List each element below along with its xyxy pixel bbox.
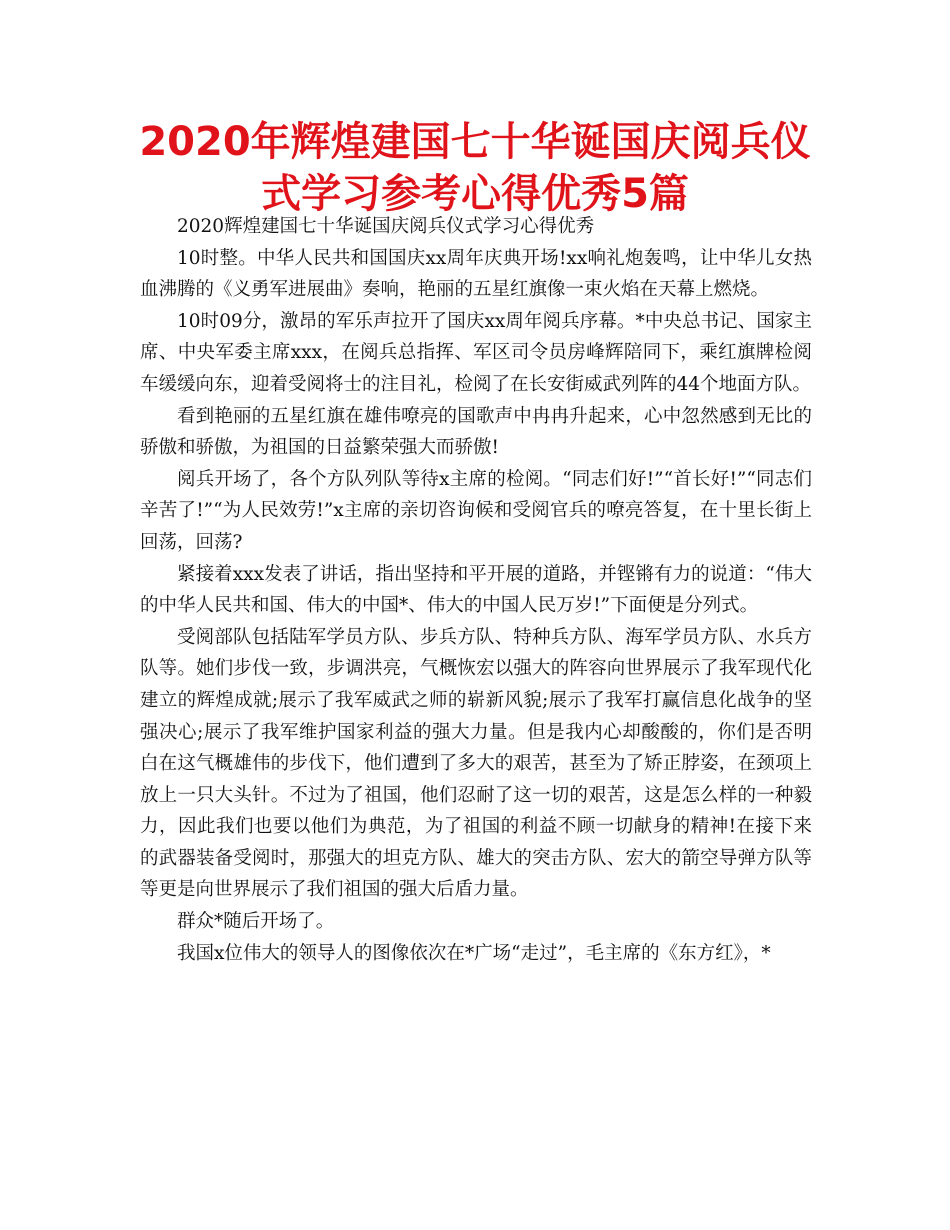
paragraph: 看到艳丽的五星红旗在雄伟嘹亮的国歌声中冉冉升起来，心中忽然感到无比的骄傲和骄傲，为祖国的日益繁荣强大而骄傲! bbox=[140, 405, 812, 459]
paragraph: 群众*随后开场了。 bbox=[177, 911, 335, 933]
paragraph: 10时09分，激昂的军乐声拉开了国庆xx周年阅兵序幕。*中央总书记、国家主席、中央军委主席xxx，在阅兵总指挥、军区司令员房峰辉陪同下，乘红旗牌检阅车缓缓向东，迎着受阅将士的注目礼，检阅了在长安街威武列阵的44个地面方队。 bbox=[140, 310, 812, 395]
document-body bbox=[140, 211, 812, 969]
paragraph: 10时整。中华人民共和国国庆xx周年庆典开场!xx响礼炮轰鸣，让中华儿女热血沸腾的《义勇军进展曲》奏响，艳丽的五星红旗像一束火焰在天幕上燃烧。 bbox=[140, 247, 812, 301]
paragraph: 2020辉煌建国七十华诞国庆阅兵仪式学习心得优秀 bbox=[177, 216, 595, 237]
paragraph: 紧接着xxx发表了讲话，指出坚持和平开展的道路，并铿锵有力的说道：“伟大的中华人民共和国、伟大的中国*、伟大的中国人民万岁!”下面便是分列式。 bbox=[140, 563, 812, 617]
document-title: 2020年辉煌建国七十华诞国庆阅兵仪式学习参考心得优秀5篇 bbox=[139, 119, 811, 217]
paragraph: 我国x位伟大的领导人的图像依次在*广场“走过”，毛主席的《东方红》，* bbox=[177, 942, 771, 964]
paragraph: 阅兵开场了，各个方队列队等待x主席的检阅。“同志们好!”“首长好!”“同志们辛苦了!”“为人民效劳!”x主席的亲切咨询候和受阅官兵的嘹亮答复，在十里长街上回荡，回荡? bbox=[140, 468, 812, 553]
paragraph: 受阅部队包括陆军学员方队、步兵方队、特种兵方队、海军学员方队、水兵方队等。她们步伐一致，步调洪亮，气概恢宏以强大的阵容向世界展示了我军现代化建立的辉煌成就;展示了我军威武之师的崭新风貌;展示了我军打赢信息化战争的坚强决心;展示了我军维护国家利益的强大力量。但是我内心却酸酸的，你们是否明白在这气概雄伟的步伐下，他们遭到了多大的艰苦，甚至为了矫正脖姿，在颈项上放上一只大头针。不过为了祖国，他们忍耐了这一切的艰苦，这是怎么样的一种毅力，因此我们也要以他们为典范，为了祖国的利益不顾一切献身的精神!在接下来的武器装备受阅时，那强大的坦克方队、雄大的突击方队、宏大的箭空导弹方队等等更是向世界展示了我们祖国的强大后盾力量。 bbox=[140, 626, 813, 901]
